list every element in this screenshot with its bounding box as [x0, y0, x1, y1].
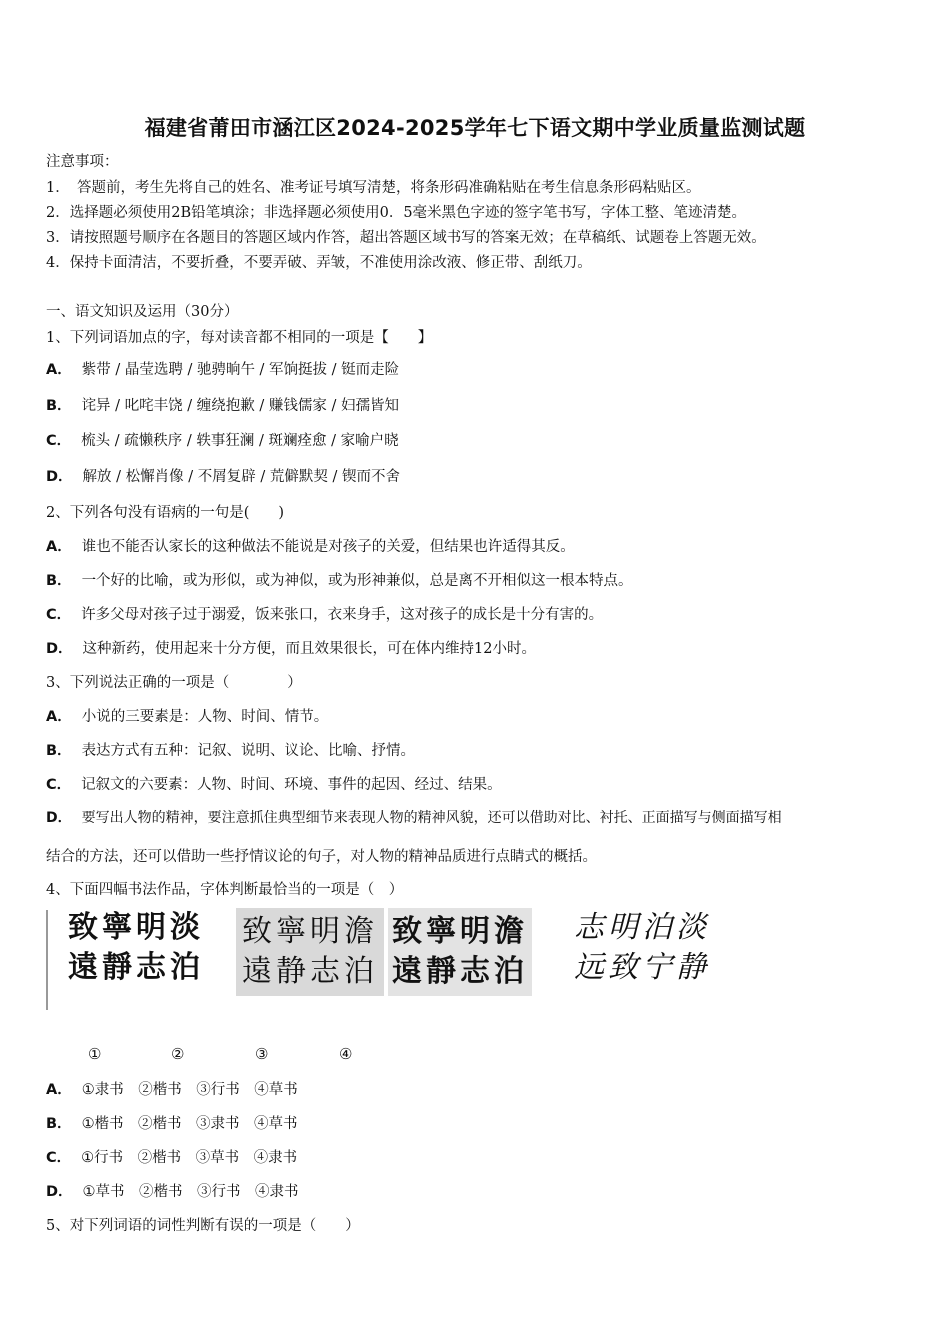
calligraphy-row: 遠靜志泊 — [68, 950, 204, 985]
question-3-stem: 3、下列说法正确的一项是（ ） — [46, 675, 302, 691]
option-letter: D． — [46, 1184, 73, 1200]
option-text: ①隶书 ②楷书 ③行书 ④草书 — [81, 1082, 298, 1098]
page-title: 福建省莆田市涵江区2024-2025学年七下语文期中学业质量监测试题 — [144, 116, 806, 140]
question-4-option-c — [46, 1146, 297, 1167]
option-letter: C． — [46, 777, 72, 793]
sample-number-2: ② — [171, 1045, 185, 1063]
option-text: ①楷书 ②楷书 ③隶书 ④草书 — [81, 1116, 298, 1132]
calligraphy-row: 遠靜志泊 — [392, 954, 528, 989]
option-text: 解放 / 松懈肖像 / 不屑复辟 / 荒僻默契 / 锲而不舍 — [82, 469, 400, 485]
option-letter: B． — [46, 743, 72, 759]
option-letter: B． — [46, 573, 72, 589]
option-text: 梳头 / 疏懒秩序 / 轶事狂澜 / 斑斓痊愈 / 家喻户晓 — [81, 433, 399, 449]
option-letter: B． — [46, 398, 72, 414]
question-1-option-d — [46, 465, 400, 486]
option-letter: C． — [46, 433, 72, 449]
question-3-option-a — [46, 705, 328, 726]
question-5-stem: 5、对下列词语的词性判断有误的一项是（ ） — [46, 1218, 360, 1234]
question-1-stem: 1、下列词语加点的字，每对读音都不相同的一项是【 】 — [46, 330, 433, 346]
image-border — [46, 910, 48, 1010]
section-heading: 一、语文知识及运用（30分） — [46, 304, 239, 320]
option-letter: C． — [46, 1150, 72, 1166]
question-2-option-a — [46, 535, 575, 556]
question-2-stem: 2、下列各句没有语病的一句是( ) — [46, 505, 285, 521]
question-4-option-b — [46, 1112, 298, 1133]
option-letter: A． — [46, 539, 72, 555]
option-letter: D． — [46, 641, 73, 657]
option-text: 诧异 / 叱咤丰饶 / 缠绕抱歉 / 赚钱儒家 / 妇孺皆知 — [81, 398, 399, 414]
question-1-option-c — [46, 429, 399, 450]
option-text: 许多父母对孩子过于溺爱，饭来张口，衣来身手，这对孩子的成长是十分有害的。 — [81, 607, 604, 623]
calligraphy-sample-2 — [236, 908, 384, 996]
question-1-option-a — [46, 358, 399, 379]
calligraphy-sample-3 — [388, 908, 532, 996]
question-4-option-a — [46, 1078, 298, 1099]
option-letter: D． — [46, 810, 72, 826]
option-letter: B． — [46, 1116, 72, 1132]
notice-item-4: 4．保持卡面清洁，不要折叠，不要弄破、弄皱，不准使用涂改液、修正带、刮纸刀。 — [46, 255, 592, 271]
calligraphy-row: 遠静志泊 — [242, 954, 378, 989]
option-letter: D． — [46, 469, 73, 485]
calligraphy-sample-4 — [574, 908, 710, 988]
option-letter: A． — [46, 709, 72, 725]
option-text: 记叙文的六要素：人物、时间、环境、事件的起因、经过、结果。 — [81, 777, 502, 793]
option-text: 表达方式有五种：记叙、说明、议论、比喻、抒情。 — [81, 743, 416, 759]
option-text: ①草书 ②楷书 ③行书 ④隶书 — [82, 1184, 299, 1200]
option-letter: A． — [46, 1082, 72, 1098]
option-text: 这种新药，使用起来十分方便，而且效果很长，可在体内维持12小时。 — [82, 641, 536, 657]
calligraphy-row: 致寧明澹 — [242, 914, 378, 949]
option-text: 一个好的比喻，或为形似，或为神似，或为形神兼似，总是离不开相似这一根本特点。 — [81, 573, 633, 589]
question-3-option-c — [46, 773, 502, 794]
option-text: 小说的三要素是：人物、时间、情节。 — [81, 709, 329, 725]
question-2-option-c — [46, 603, 603, 624]
question-1-option-b — [46, 394, 399, 415]
question-4-option-d — [46, 1180, 299, 1201]
sample-number-1: ① — [88, 1045, 102, 1063]
question-3-option-d-continuation: 结合的方法，还可以借助一些抒情议论的句子，对人物的精神品质进行点睛式的概括。 — [46, 849, 597, 865]
option-text: ①行书 ②楷书 ③草书 ④隶书 — [81, 1150, 298, 1166]
question-2-option-d — [46, 637, 536, 658]
notice-heading: 注意事项： — [46, 154, 119, 170]
question-3-option-b — [46, 739, 415, 760]
notice-item-1: 1． 答题前，考生先将自己的姓名、准考证号填写清楚，将条形码准确粘贴在考生信息条形码粘贴区。 — [46, 180, 701, 196]
calligraphy-row: 远致宁静 — [574, 950, 710, 985]
option-text: 紫带 / 晶莹选聘 / 驰骋晌午 / 军饷挺拔 / 铤而走险 — [81, 362, 400, 378]
option-text: 谁也不能否认家长的这种做法不能说是对孩子的关爱，但结果也许适得其反。 — [81, 539, 575, 555]
question-4-stem: 4、下面四幅书法作品，字体判断最恰当的一项是（ ） — [46, 882, 404, 898]
calligraphy-row: 致寧明淡 — [68, 910, 204, 945]
calligraphy-sample-1 — [68, 908, 204, 988]
notice-item-3: 3．请按照题号顺序在各题目的答题区域内作答，超出答题区域书写的答案无效；在草稿纸、试题卷上答题无效。 — [46, 230, 766, 246]
question-2-option-b — [46, 569, 633, 590]
calligraphy-row: 志明泊淡 — [574, 910, 710, 945]
option-letter: A． — [46, 362, 72, 378]
sample-number-4: ④ — [339, 1045, 353, 1063]
calligraphy-row: 致寧明澹 — [392, 914, 528, 949]
notice-item-2: 2．选择题必须使用2B铅笔填涂；非选择题必须使用0．5毫米黑色字迹的签字笔书写，字体工整、笔迹清楚。 — [46, 205, 747, 221]
question-3-option-d — [46, 807, 782, 827]
sample-number-3: ③ — [255, 1045, 269, 1063]
option-text: 要写出人物的精神，要注意抓住典型细节来表现人物的精神风貌，还可以借助对比、衬托、正面描写与侧面描写相 — [81, 810, 782, 826]
option-letter: C． — [46, 607, 72, 623]
